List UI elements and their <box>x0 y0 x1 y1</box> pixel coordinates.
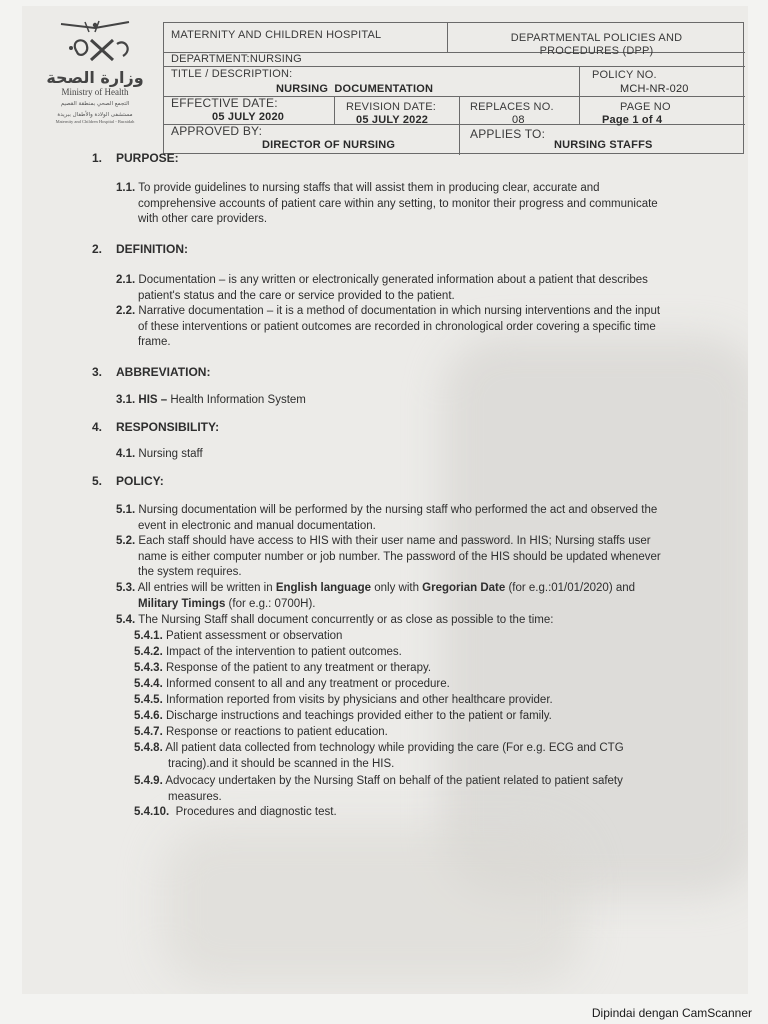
policy-sub-5-4-2: 5.4.2. Impact of the intervention to patient outcomes. <box>134 646 402 658</box>
section-purpose-heading: 1. PURPOSE: <box>92 151 179 165</box>
policy-sub-5-4-10: 5.4.10. Procedures and diagnostic test. <box>134 806 337 818</box>
definition-item-2-2: 2.2. Narrative documentation – it is a method of documentation in which nursing interventions and the input of these interventions or patient outcomes are recorded in chronological order covering a specific time frame. <box>116 305 661 348</box>
policy-item-5-2: 5.2. Each staff should have access to HIS with their user name and password. In HIS; Nursing staffs user name is either computer number or job number. The password of the HIS should be updated whenever the system requires. <box>116 535 661 578</box>
policy-no-value: MCH-NR-020 <box>620 83 689 95</box>
page-no-label: PAGE NO <box>620 101 671 113</box>
policy-sub-5-4-9: 5.4.9. Advocacy undertaken by the Nursing Staff on behalf of the patient related to patient safety measures. <box>134 775 623 803</box>
document-page <box>22 6 748 994</box>
policy-sub-5-4-3: 5.4.3. Response of the patient to any treatment or therapy. <box>134 662 432 674</box>
page-no-value: Page 1 of 4 <box>602 114 663 126</box>
section-responsibility-heading: 4. RESPONSIBILITY: <box>92 420 220 434</box>
effective-date-label: EFFECTIVE DATE: <box>171 96 278 110</box>
policy-item-5-3: 5.3. All entries will be written in English language only with Gregorian Date (for e.g.:01/01/2020) and Military Timings (for e.g.: 0700H). <box>116 582 636 610</box>
policy-item-5-1: 5.1. Nursing documentation will be performed by the nursing staff who performed the act and observed the event in electronic and manual documentation. <box>116 504 658 532</box>
approved-by-value: DIRECTOR OF NURSING <box>262 139 396 151</box>
department-value: NURSING <box>249 53 302 65</box>
revision-date-value: 05 JULY 2022 <box>356 114 429 126</box>
purpose-item-1-1: 1.1. To provide guidelines to nursing staffs that will assist them in producing clear, accurate and comprehensive accounts of patient care within any setting, to monitor their progress and communicate with other care providers. <box>116 182 658 225</box>
applies-to-value: NURSING STAFFS <box>554 139 653 151</box>
policy-sub-5-4-6: 5.4.6. Discharge instructions and teachings provided either to the patient or family. <box>134 710 552 722</box>
policy-sub-5-4-8: 5.4.8. All patient data collected from technology while providing the care (For e.g. ECG and CTG tracing).and it should be scanned in the HIS. <box>134 742 624 770</box>
section-policy-heading: 5. POLICY: <box>92 474 164 488</box>
scanner-watermark: Dipindai dengan CamScanner <box>591 1006 752 1020</box>
policy-item-5-4: 5.4. The Nursing Staff shall document concurrently or as close as possible to the time: <box>116 614 554 626</box>
policy-no-label: POLICY NO. <box>592 69 657 81</box>
english-hospital-name: Maternity and Children Hospital - Buraidah <box>55 119 135 124</box>
policy-sub-5-4-1: 5.4.1. Patient assessment or observation <box>134 630 343 642</box>
policy-sub-5-4-5: 5.4.5. Information reported from visits by physicians and other healthcare provider. <box>134 694 553 706</box>
policy-body <box>22 6 748 994</box>
policy-sub-5-4-4: 5.4.4. Informed consent to all and any treatment or procedure. <box>134 678 450 690</box>
responsibility-item-4-1: 4.1. Nursing staff <box>116 448 203 460</box>
arabic-hospital-name: مستشفى الولادة والأطفال ببريدة <box>57 112 133 118</box>
section-definition-heading: 2. DEFINITION: <box>92 242 188 256</box>
applies-to-label: APPLIES TO: <box>470 127 546 141</box>
arabic-cluster-name: التجمع الصحي بمنطقة القصيم <box>60 101 130 107</box>
dpp-title-line1: DEPARTMENTAL POLICIES AND <box>510 32 683 44</box>
hospital-name: MATERNITY AND CHILDREN HOSPITAL <box>171 29 382 41</box>
department-label: DEPARTMENT: <box>171 53 250 65</box>
abbreviation-item-3-1: 3.1. HIS – Health Information System <box>116 394 306 406</box>
approved-by-label: APPROVED BY: <box>171 124 263 138</box>
policy-sub-5-4-7: 5.4.7. Response or reactions to patient education. <box>134 726 388 738</box>
section-abbreviation-heading: 3. ABBREVIATION: <box>92 365 211 379</box>
replaces-no-value: 08 <box>512 114 525 126</box>
effective-date-value: 05 JULY 2020 <box>212 111 285 123</box>
title-value: NURSING DOCUMENTATION <box>276 83 434 95</box>
replaces-no-label: REPLACES NO. <box>470 101 554 113</box>
dpp-title-line2: PROCEDURES (DPP) <box>539 45 654 57</box>
arabic-ministry-title: وزارة الصحة <box>46 68 144 87</box>
title-label: TITLE / DESCRIPTION: <box>171 68 293 80</box>
english-ministry-title: Ministry of Health <box>61 87 129 97</box>
revision-date-label: REVISION DATE: <box>346 101 436 113</box>
definition-item-2-1: 2.1. Documentation – is any written or electronically generated information about a patient that describes patient's status and the care or service provided to the patient. <box>116 274 648 302</box>
